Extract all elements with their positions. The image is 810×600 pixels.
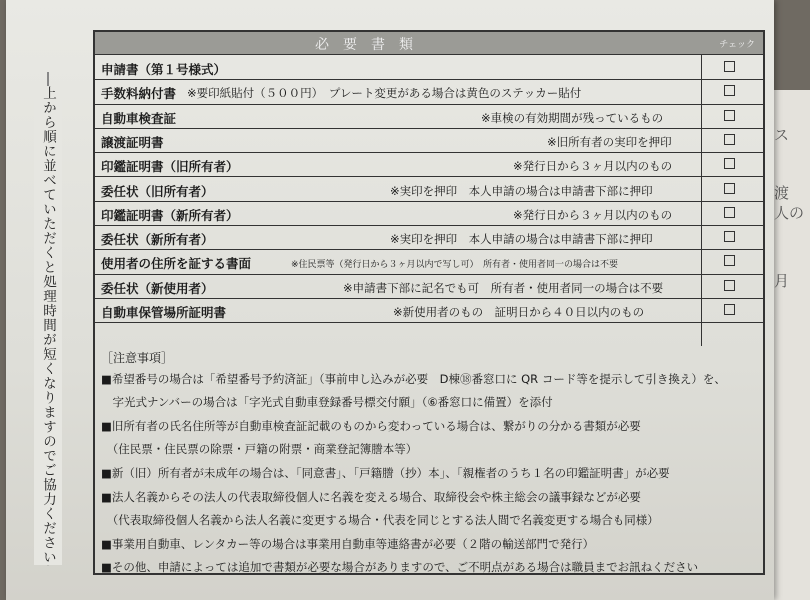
checkbox[interactable] — [724, 255, 735, 266]
document-name: 使用者の住所を証する書面 — [101, 256, 252, 272]
checkbox[interactable] — [724, 110, 735, 121]
background-text: 人の — [774, 204, 805, 222]
document-note: ※実印を押印 本人申請の場合は申請書下部に押印 — [390, 183, 653, 198]
document-note: ※住民票等（発行日から３ヶ月以内で写し可） 所有者・使用者同一の場合は不要 — [291, 260, 619, 271]
checkbox[interactable] — [724, 304, 735, 315]
note-line: ■新（旧）所有者が未成年の場合は、「同意書」、「戸籍謄（抄）本」、「親権者のうち１名の印鑑証明書」が必要 — [101, 466, 670, 480]
document-name: 申請書（第１号様式） — [101, 62, 227, 77]
document-name: 譲渡証明書 — [101, 134, 164, 150]
note-line: （代表取締役個人名義から法人名義に変更する場合・代表を同じとする法人間で名義変更する場合も同様） — [101, 513, 659, 527]
document-note: ※新使用者のもの 証明日から４０日以内のもの — [393, 305, 645, 319]
document-name: 委任状（新使用者） — [101, 280, 214, 296]
required-documents-table — [93, 30, 765, 575]
document-row — [95, 128, 763, 153]
document-name: 自動車検査証 — [101, 110, 177, 126]
checkbox[interactable] — [724, 158, 735, 169]
document-note: ※申請書下部に記名でも可 所有者・使用者同一の場合は不要 — [343, 280, 664, 295]
table-header — [95, 32, 763, 55]
checkbox[interactable] — [724, 85, 735, 96]
background-text: 月 — [774, 272, 790, 290]
checkbox[interactable] — [724, 134, 735, 145]
document-row — [95, 249, 763, 274]
document-note: ※発行日から３ヶ月以内のもの — [513, 159, 673, 174]
document-name: 印鑑証明書（新所有者） — [101, 207, 239, 223]
note-line: ■希望番号の場合は「希望番号予約済証」（事前申し込みが必要 D棟⑱番窓口に QR コード等を提示して引き換え）を、 — [101, 372, 726, 386]
checkbox[interactable] — [724, 183, 735, 194]
checkbox[interactable] — [724, 61, 735, 72]
document-note: ※旧所有者の実印を押印 — [547, 134, 672, 149]
note-line: ■その他、申請によっては追加で書類が必要な場合がありますので、ご不明点がある場合は職員までお訊ねください — [101, 560, 699, 574]
document-row — [95, 79, 763, 104]
document-name: 印鑑証明書（旧所有者） — [101, 159, 239, 175]
background-text: ス — [774, 126, 790, 144]
document-row — [95, 104, 763, 129]
document-name: 手数料納付書 — [101, 86, 177, 102]
notes-title: ［注意事項］ — [101, 351, 174, 365]
document-name: 委任状（新所有者） — [101, 232, 214, 248]
checkbox[interactable] — [724, 280, 735, 291]
note-line: 字光式ナンバーの場合は「字光式自動車登録番号標交付願」（⑥番窓口に備置）を添付 — [101, 395, 553, 409]
document-note: ※実印を押印 本人申請の場合は申請書下部に押印 — [390, 232, 653, 247]
document-row — [95, 177, 763, 202]
document-row — [95, 55, 763, 80]
note-line: ■法人名義からその法人の代表取締役個人に名義を変える場合、取締役会や株主総会の議事録などが必要 — [101, 490, 641, 504]
table-title: 必要書類 — [315, 37, 427, 53]
background-text: 渡 — [774, 184, 790, 202]
document-page — [6, 0, 774, 600]
checkbox[interactable] — [724, 207, 735, 218]
document-row — [95, 152, 763, 177]
note-line: （住民票・住民票の除票・戸籍の附票・商業登記簿謄本等） — [101, 442, 418, 456]
background-page — [770, 90, 810, 600]
checkbox[interactable] — [724, 231, 735, 242]
order-instruction — [28, 72, 68, 572]
note-line: ■事業用自動車、レンタカー等の場合は事業用自動車等連絡書が必要（２階の輸送部門で発行） — [101, 537, 595, 551]
document-name: 自動車保管場所証明書 — [101, 305, 227, 320]
note-line: ■旧所有者の氏名住所等が自動車検査証記載のものから変わっている場合は、繋がりの分かる書類が必要 — [101, 419, 641, 433]
document-row — [95, 201, 763, 226]
document-note: ※要印紙貼付（５００円） プレート変更がある場合は黄色のステッカー貼付 — [187, 86, 582, 101]
document-note: ※発行日から３ヶ月以内のもの — [513, 207, 673, 222]
document-row — [95, 298, 763, 323]
document-row — [95, 225, 763, 250]
document-name: 委任状（旧所有者） — [101, 183, 214, 199]
check-column-header: チェック — [719, 40, 755, 50]
document-note: ※車検の有効期間が残っているもの — [481, 110, 664, 125]
document-row — [95, 274, 763, 299]
order-instruction-text: 上から順に並べていただくと処理時間が短くなりますのでご協力ください — [34, 86, 62, 565]
